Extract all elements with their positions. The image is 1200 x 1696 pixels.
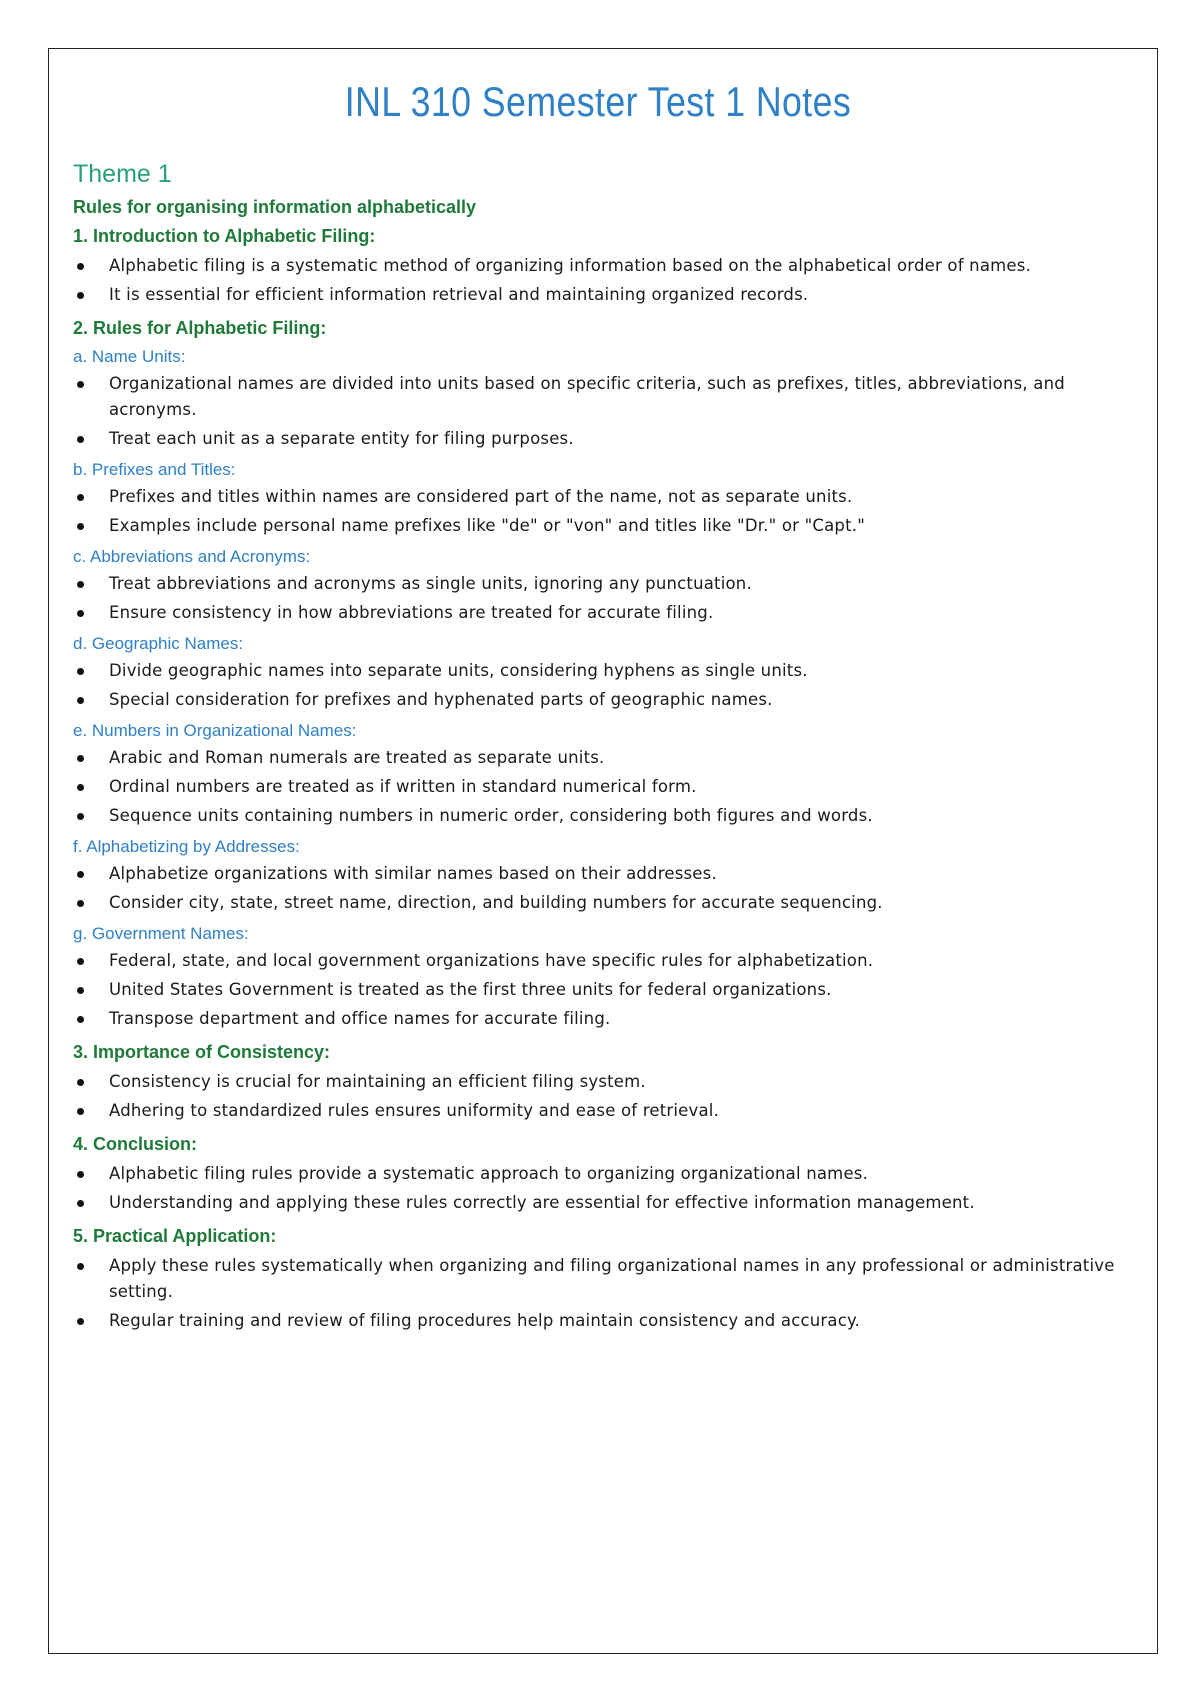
bullet-icon	[77, 292, 84, 299]
sub-heading-addresses: f. Alphabetizing by Addresses:	[73, 837, 300, 856]
bullet-icon	[77, 1016, 84, 1023]
sub-heading-geographic-names: d. Geographic Names:	[73, 634, 244, 653]
bullet-icon	[77, 1108, 84, 1115]
list-item: It is essential for efficient information retrieval and maintaining organized records.	[73, 282, 1123, 308]
topic-heading: Rules for organising information alphabetically	[73, 197, 477, 217]
list-item: Ensure consistency in how abbreviations are treated for accurate filing.	[73, 600, 1123, 626]
theme-heading: Theme 1	[73, 160, 172, 188]
list-item: Understanding and applying these rules correctly are essential for effective information management.	[73, 1190, 1123, 1216]
bullet-list-addresses	[73, 861, 1123, 916]
list-item: Divide geographic names into separate units, considering hyphens as single units.	[73, 658, 1123, 684]
bullet-list-conclusion	[73, 1161, 1123, 1216]
bullet-icon	[77, 668, 84, 675]
bullet-icon	[77, 755, 84, 762]
list-item: Consistency is crucial for maintaining an efficient filing system.	[73, 1069, 1123, 1095]
bullet-list-introduction	[73, 253, 1123, 308]
list-item: Ordinal numbers are treated as if written in standard numerical form.	[73, 774, 1123, 800]
list-item: United States Government is treated as the first three units for federal organizations.	[73, 977, 1123, 1003]
section-heading-practical-application: 5. Practical Application:	[73, 1226, 277, 1246]
bullet-list-geographic-names	[73, 658, 1123, 713]
list-item: Regular training and review of filing procedures help maintain consistency and accuracy.	[73, 1308, 1123, 1334]
bullet-icon	[77, 958, 84, 965]
sub-heading-numbers: e. Numbers in Organizational Names:	[73, 721, 357, 740]
sub-heading-abbreviations: c. Abbreviations and Acronyms:	[73, 547, 311, 566]
bullet-icon	[77, 581, 84, 588]
bullet-icon	[77, 1200, 84, 1207]
bullet-list-abbreviations	[73, 571, 1123, 626]
list-item: Prefixes and titles within names are considered part of the name, not as separate units.	[73, 484, 1123, 510]
section-heading-consistency: 3. Importance of Consistency:	[73, 1042, 331, 1062]
bullet-list-practical-application	[73, 1253, 1123, 1334]
list-item: Arabic and Roman numerals are treated as separate units.	[73, 745, 1123, 771]
bullet-icon	[77, 871, 84, 878]
list-item: Adhering to standardized rules ensures uniformity and ease of retrieval.	[73, 1098, 1123, 1124]
bullet-list-name-units	[73, 371, 1123, 452]
bullet-icon	[77, 1171, 84, 1178]
bullet-icon	[77, 813, 84, 820]
list-item: Examples include personal name prefixes like "de" or "von" and titles like "Dr." or "Capt."	[73, 513, 1123, 539]
list-item: Treat abbreviations and acronyms as single units, ignoring any punctuation.	[73, 571, 1123, 597]
sub-heading-government-names: g. Government Names:	[73, 924, 249, 943]
bullet-icon	[77, 1263, 84, 1270]
bullet-icon	[77, 494, 84, 501]
bullet-list-consistency	[73, 1069, 1123, 1124]
section-heading-introduction: 1. Introduction to Alphabetic Filing:	[73, 226, 376, 246]
bullet-icon	[77, 263, 84, 270]
bullet-icon	[77, 436, 84, 443]
list-item: Organizational names are divided into units based on specific criteria, such as prefixes, titles, abbreviations, and acronyms.	[73, 371, 1123, 423]
list-item: Federal, state, and local government organizations have specific rules for alphabetization.	[73, 948, 1123, 974]
bullet-icon	[77, 900, 84, 907]
bullet-icon	[77, 381, 84, 388]
document-content	[73, 70, 1123, 1340]
document-title: INL 310 Semester Test 1 Notes	[344, 78, 852, 125]
list-item: Special consideration for prefixes and hyphenated parts of geographic names.	[73, 687, 1123, 713]
sub-heading-name-units: a. Name Units:	[73, 347, 186, 366]
bullet-icon	[77, 784, 84, 791]
section-heading-conclusion: 4. Conclusion:	[73, 1134, 198, 1154]
list-item: Treat each unit as a separate entity for filing purposes.	[73, 426, 1123, 452]
list-item: Sequence units containing numbers in numeric order, considering both figures and words.	[73, 803, 1123, 829]
bullet-icon	[77, 697, 84, 704]
list-item: Transpose department and office names for accurate filing.	[73, 1006, 1123, 1032]
bullet-icon	[77, 1318, 84, 1325]
bullet-list-government-names	[73, 948, 1123, 1032]
list-item: Alphabetize organizations with similar names based on their addresses.	[73, 861, 1123, 887]
list-item: Consider city, state, street name, direction, and building numbers for accurate sequencing.	[73, 890, 1123, 916]
bullet-list-numbers	[73, 745, 1123, 829]
bullet-icon	[77, 987, 84, 994]
section-heading-rules: 2. Rules for Alphabetic Filing:	[73, 318, 327, 338]
list-item: Alphabetic filing rules provide a systematic approach to organizing organizational names.	[73, 1161, 1123, 1187]
bullet-icon	[77, 1079, 84, 1086]
list-item: Apply these rules systematically when organizing and filing organizational names in any professional or administrative setting.	[73, 1253, 1123, 1305]
sub-heading-prefixes-titles: b. Prefixes and Titles:	[73, 460, 236, 479]
bullet-icon	[77, 523, 84, 530]
list-item: Alphabetic filing is a systematic method of organizing information based on the alphabetical order of names.	[73, 253, 1123, 279]
bullet-icon	[77, 610, 84, 617]
bullet-list-prefixes-titles	[73, 484, 1123, 539]
